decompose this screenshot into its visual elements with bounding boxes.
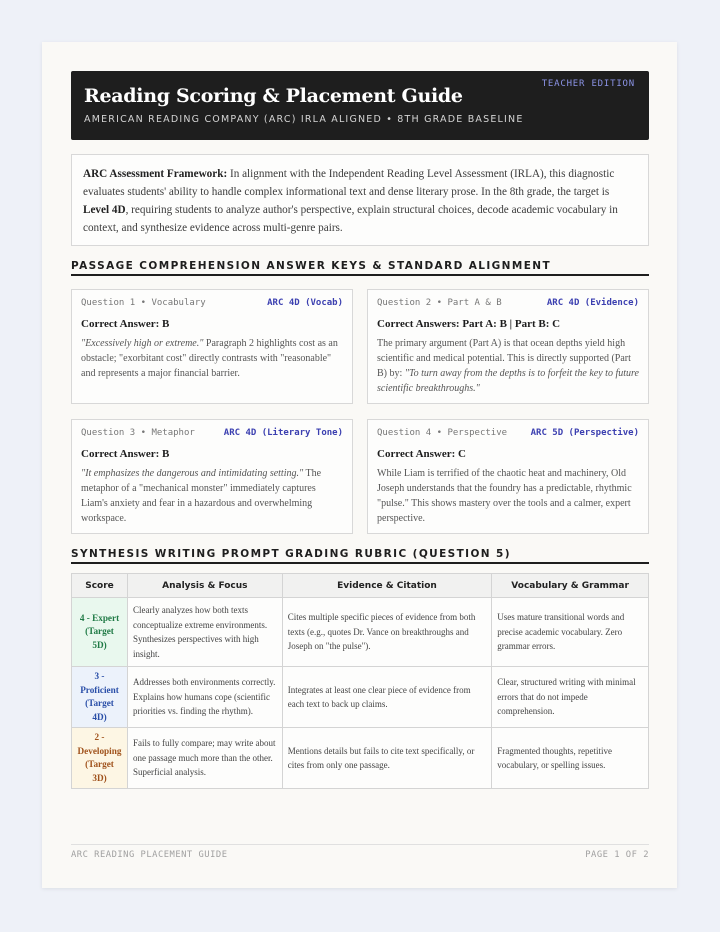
analysis-cell: Addresses both environments correctly. Explains how humans cope (scientific priorities vs. finding the rhythm).: [127, 667, 282, 728]
table-row: [72, 598, 649, 667]
explanation-text: The primary argument (Part A) is that ocean depths yield high scientific and medical potential. This is directly supported (Part B) by:: [377, 338, 631, 379]
answer-explanation: [81, 336, 343, 381]
edition-label: TEACHER EDITION: [541, 79, 635, 89]
document-page: [42, 42, 677, 888]
answer-card-q1: [71, 289, 353, 404]
question-label: Question 1 • Vocabulary: [81, 298, 206, 308]
answer-card-q2: [367, 289, 649, 404]
question-label: Question 2 • Part A & B: [377, 298, 502, 308]
answer-card-q3: [71, 419, 353, 534]
analysis-cell: Fails to fully compare; may write about one passage much more than the other. Superficial analysis.: [127, 728, 282, 789]
vocabulary-cell: Fragmented thoughts, repetitive vocabulary, or spelling issues.: [492, 728, 649, 789]
intro-text: In alignment with the Independent Reading Level Assessment (IRLA), this diagnostic evaluates students' ability to handle complex informational text and dense literary prose. In the 8th grade, the target is: [83, 168, 615, 198]
standard-badge: ARC 4D (Literary Tone): [223, 428, 343, 438]
rubric-heading: SYNTHESIS WRITING PROMPT GRADING RUBRIC (QUESTION 5): [71, 548, 649, 564]
answer-quote: "It emphasizes the dangerous and intimidating setting.": [81, 468, 304, 479]
page-footer: [71, 844, 649, 860]
score-cell: 4 - Expert (Target 5D): [72, 598, 128, 667]
column-header: Vocabulary & Grammar: [492, 574, 649, 598]
correct-answer: Correct Answer: B: [81, 448, 170, 460]
score-cell: 2 - Developing (Target 3D): [72, 728, 128, 789]
explanation-text: The metaphor of a "mechanical monster" immediately captures Liam's anxiety and fear in a hazardous and overwhelming workspace.: [81, 468, 322, 524]
footer-title: ARC READING PLACEMENT GUIDE: [71, 850, 228, 860]
answer-keys-heading: PASSAGE COMPREHENSION ANSWER KEYS & STANDARD ALIGNMENT: [71, 260, 649, 276]
answer-quote: "Excessively high or extreme.": [81, 338, 204, 349]
column-header: Analysis & Focus: [127, 574, 282, 598]
answer-explanation: [81, 466, 343, 526]
answer-card-q4: [367, 419, 649, 534]
question-label: Question 3 • Metaphor: [81, 428, 195, 438]
intro-label: ARC Assessment Framework:: [83, 168, 228, 180]
page-title: Reading Scoring & Placement Guide: [84, 85, 463, 107]
header-banner: [71, 71, 649, 140]
column-header: Score: [72, 574, 128, 598]
question-label: Question 4 • Perspective: [377, 428, 508, 438]
score-cell: 3 - Proficient (Target 4D): [72, 667, 128, 728]
answer-explanation: While Liam is terrified of the chaotic heat and machinery, Old Joseph understands that the foundry has a predictable, rhythmic "pulse." This shows mastery over the tools and a calmer, expert perspective.: [377, 468, 632, 524]
evidence-cell: Mentions details but fails to cite text specifically, or cites from only one passage.: [282, 728, 492, 789]
standard-badge: ARC 4D (Vocab): [267, 298, 343, 308]
answer-quote: "To turn away from the depths is to forfeit the key to future scientific breakthroughs.": [377, 368, 639, 394]
explanation-text: Paragraph 2 highlights cost as an obstacle; "exorbitant cost" directly contrasts with "reasonable" and represents a major financial barrier.: [81, 338, 338, 379]
correct-answer: Correct Answer: B: [81, 318, 170, 330]
answer-explanation: [377, 336, 639, 396]
correct-answer: Correct Answer: C: [377, 448, 466, 460]
vocabulary-cell: Uses mature transitional words and precise academic vocabulary. Zero grammar errors.: [492, 598, 649, 667]
column-header: Evidence & Citation: [282, 574, 492, 598]
analysis-cell: Clearly analyzes how both texts conceptualize extreme environments. Synthesizes perspectives with high insight.: [127, 598, 282, 667]
grading-rubric-table: [71, 573, 649, 789]
table-row: [72, 728, 649, 789]
framework-intro: [71, 154, 649, 246]
table-header-row: [72, 574, 649, 598]
table-row: [72, 667, 649, 728]
evidence-cell: Integrates at least one clear piece of evidence from each text to back up claims.: [282, 667, 492, 728]
standard-badge: ARC 5D (Perspective): [530, 428, 639, 438]
page-number: PAGE 1 OF 2: [585, 850, 649, 860]
evidence-cell: Cites multiple specific pieces of evidence from both texts (e.g., quotes Dr. Vance on breakthroughs and Joseph on "the pulse").: [282, 598, 492, 667]
correct-answer: Correct Answers: Part A: B | Part B: C: [377, 318, 561, 330]
standard-badge: ARC 4D (Evidence): [546, 298, 639, 308]
vocabulary-cell: Clear, structured writing with minimal errors that do not impede comprehension.: [492, 667, 649, 728]
intro-text: , requiring students to analyze author's perspective, explain structural choices, decode academic vocabulary in context, and synthesize evidence across multi-genre pairs.: [83, 204, 618, 234]
target-level: Level 4D: [83, 204, 126, 216]
page-subtitle: AMERICAN READING COMPANY (ARC) IRLA ALIGNED • 8TH GRADE BASELINE: [84, 114, 524, 125]
